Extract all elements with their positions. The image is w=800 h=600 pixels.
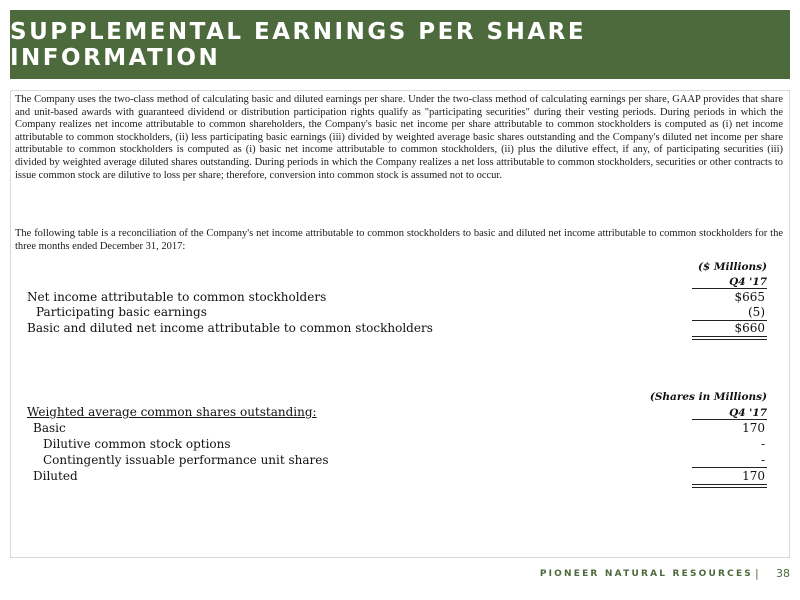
table1-row-label-basic-diluted: Basic and diluted net income attributable to common stockholders [27, 321, 433, 335]
footer-company-name: PIONEER NATURAL RESOURCES [539, 569, 753, 579]
table1-header-rule [692, 288, 767, 289]
methodology-paragraph: The Company uses the two-class method of calculating basic and diluted earnings per share. Under the two-class method of calculating earnings per share, GAAP provides that share and unit-based awards with guaranteed dividend or distribution participation rights qualify as "participating securities" during their vesting periods. During periods in which the Company realizes net income attributable to common shareholders, the Company's basic net income per share attributable to common stockholders is computed as (i) net income attributable to common stockholders, (ii) less participating basic earnings (iii) divided by weighted average basic shares outstanding and the Company's diluted net income per share attributable to common stockholders is computed as (i) basic net income attributable to common stockholders, (ii) plus the dilutive effect, if any, of participating securities (iii) divided by weighted average diluted shares outstanding. During periods in which the Company realizes a net loss attributable to common stockholders, securities or other contracts to issue common stock are dilutive to loss per share; therefore, conversion into common stock is assumed not to occur. [15, 94, 783, 181]
table1-row-value-net-income: $665 [734, 290, 765, 304]
table2-header-rule [692, 419, 767, 420]
table1-total-rule-2 [692, 339, 767, 340]
table2-row-label-basic: Basic [33, 421, 66, 435]
table2-row-value-basic: 170 [742, 421, 765, 435]
table2-row-value-performance-units: - [760, 453, 765, 467]
table2-row-label-diluted: Diluted [33, 469, 78, 483]
table1-period-header: Q4 '17 [729, 276, 767, 288]
table2-heading: Weighted average common shares outstanding: [27, 405, 317, 419]
table2-row-label-options: Dilutive common stock options [43, 437, 231, 451]
reconciliation-intro-paragraph: The following table is a reconciliation of the Company's net income attributable to common stockholders to basic and diluted net income attributable to common stockholders for the three months ended December 31, 2017: [15, 228, 783, 252]
slide-title-banner [10, 10, 790, 79]
slide-title: SUPPLEMENTAL EARNINGS PER SHARE INFORMATION [10, 18, 587, 71]
table1-row-value-participating: (5) [748, 305, 765, 319]
table2-subtotal-rule [692, 467, 767, 468]
table1-row-label-participating: Participating basic earnings [36, 305, 207, 319]
page-number: 38 [776, 567, 790, 580]
table1-row-value-basic-diluted: $660 [734, 321, 765, 335]
table2-total-rule-2 [692, 487, 767, 488]
table2-row-label-performance-units: Contingently issuable performance unit shares [43, 453, 329, 467]
table1-row-label-net-income: Net income attributable to common stockholders [27, 290, 327, 304]
table2-unit-label: (Shares in Millions) [649, 391, 767, 403]
table2-total-rule-1 [692, 484, 767, 485]
table1-total-rule-1 [692, 336, 767, 337]
table2-row-value-diluted: 170 [742, 469, 765, 483]
table2-row-value-options: - [760, 437, 765, 451]
table2-period-header: Q4 '17 [729, 407, 767, 419]
table1-unit-label: ($ Millions) [697, 261, 767, 273]
footer-separator: | [755, 567, 759, 580]
